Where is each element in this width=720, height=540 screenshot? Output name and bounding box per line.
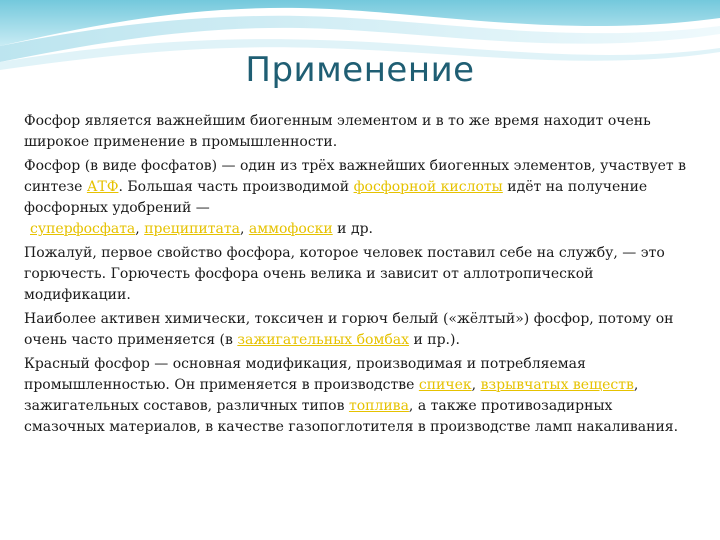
link-matches[interactable]: спичек — [418, 377, 472, 393]
paragraph-4-text-2: и пр.). — [409, 332, 460, 348]
link-atf[interactable]: АТФ — [86, 179, 119, 195]
slide-body — [24, 111, 696, 441]
paragraph-3-text: Пожалуй, первое свойство фосфора, которое человек поставил себе на службу, — это горючесть. Горючесть фосфора очень велика и зависит от аллотропической модификации. — [24, 245, 665, 303]
slide-title: Применение — [245, 50, 475, 90]
link-superphosphate[interactable]: суперфосфата — [30, 221, 136, 237]
paragraph-4-text-1: Наиболее активен химически, токсичен и горюч белый («жёлтый») фосфор, потому он очень часто применяется (в — [24, 311, 674, 348]
paragraph-4 — [24, 309, 696, 351]
paragraph-2-text-2: . Большая часть производимой — [118, 179, 354, 195]
paragraph-2-text-1: Фосфор (в виде фосфатов) — один из трёх важнейших биогенных элементов, участвует в синтезе — [24, 158, 687, 195]
paragraph-1-text: Фосфор является важнейшим биогенным элементом и в то же время находит очень широкое применение в промышленности. — [24, 113, 651, 150]
paragraph-2-text-5: , — [239, 221, 249, 237]
paragraph-2-text-6: и др. — [332, 221, 373, 237]
paragraph-5-text-3: , зажигательных составов, различных типов — [24, 377, 639, 414]
paragraph-5-text-4: , а также противозадирных смазочных материалов, в качестве газопоглотителя в производстве ламп накаливания. — [24, 398, 679, 435]
link-incendiary-bombs[interactable]: зажигательных бомбах — [237, 332, 410, 348]
paragraph-1 — [24, 111, 696, 153]
paragraph-2-text-4: , — [135, 221, 145, 237]
link-fuel[interactable]: топлива — [348, 398, 409, 414]
link-precipitate[interactable]: преципитата — [144, 221, 240, 237]
paragraph-2 — [24, 156, 696, 240]
paragraph-5-text-1: Красный фосфор — основная модификация, производимая и потребляемая промышленностью. Он применяется в производстве — [24, 356, 586, 393]
link-phosphoric-acid[interactable]: фосфорной кислоты — [353, 179, 503, 195]
paragraph-3 — [24, 243, 696, 306]
paragraph-5 — [24, 354, 696, 438]
paragraph-5-text-2: , — [471, 377, 481, 393]
link-explosives[interactable]: взрывчатых веществ — [480, 377, 634, 393]
paragraph-2-text-3: идёт на получение фосфорных удобрений — — [24, 179, 648, 216]
link-ammophos[interactable]: аммофоски — [248, 221, 333, 237]
